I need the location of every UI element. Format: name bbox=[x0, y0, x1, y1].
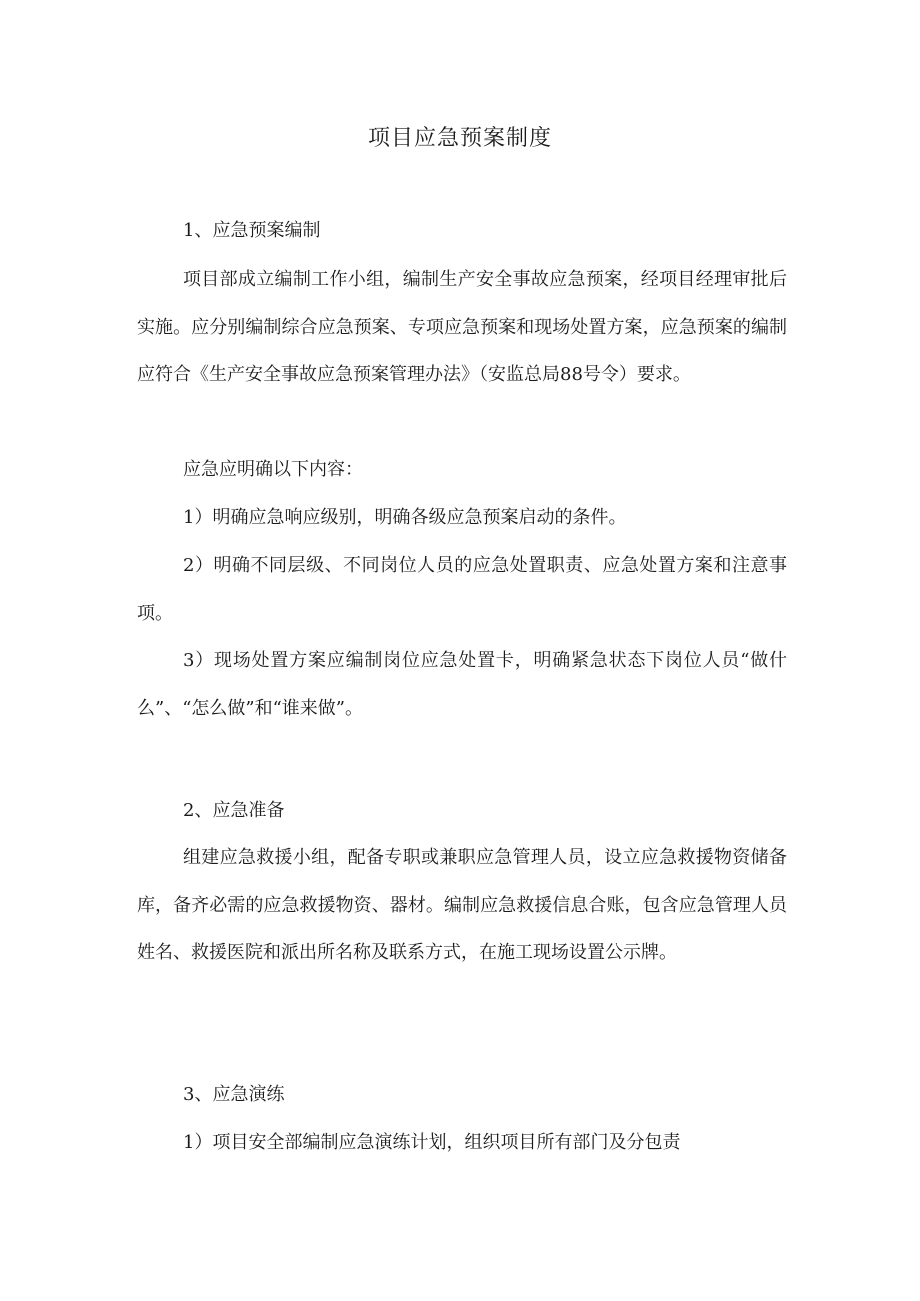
paragraph-1-4: 2）明确不同层级、不同岗位人员的应急处置职责、应急处置方案和注意事项。 bbox=[137, 555, 787, 624]
section-heading-2: 2、应急准备 bbox=[183, 800, 285, 821]
page-title: 项目应急预案制度 bbox=[367, 126, 552, 151]
section-heading-1: 1、应急预案编制 bbox=[183, 220, 321, 241]
paragraph-2-1: 组建应急救援小组，配备专职或兼职应急管理人员，设立应急救援物资储备库，备齐必需的应急救援物资、器材。编制应急救援信息合账，包含应急管理人员姓名、救援医院和派出所名称及联系方式，在施工现场设置公示牌。 bbox=[137, 847, 787, 963]
paragraph-3-1: 1）项目安全部编制应急演练计划，组织项目所有部门及分包责 bbox=[183, 1132, 681, 1153]
paragraph-1-1: 项目部成立编制工作小组，编制生产安全事故应急预案，经项目经理审批后实施。应分别编制综合应急预案、专项应急预案和现场处置方案，应急预案的编制应符合《生产安全事故应急预案管理办法》（安监总局88号令）要求。 bbox=[137, 269, 787, 385]
paragraph-1-2: 应急应明确以下内容： bbox=[183, 459, 363, 480]
section-heading-3: 3、应急演练 bbox=[183, 1084, 285, 1105]
paragraph-1-5: 3）现场处置方案应编制岗位应急处置卡，明确紧急状态下岗位人员“做什么”、“怎么做”和“谁来做”。 bbox=[137, 650, 787, 719]
paragraph-1-3: 1）明确应急响应级别，明确各级应急预案启动的条件。 bbox=[183, 507, 627, 528]
